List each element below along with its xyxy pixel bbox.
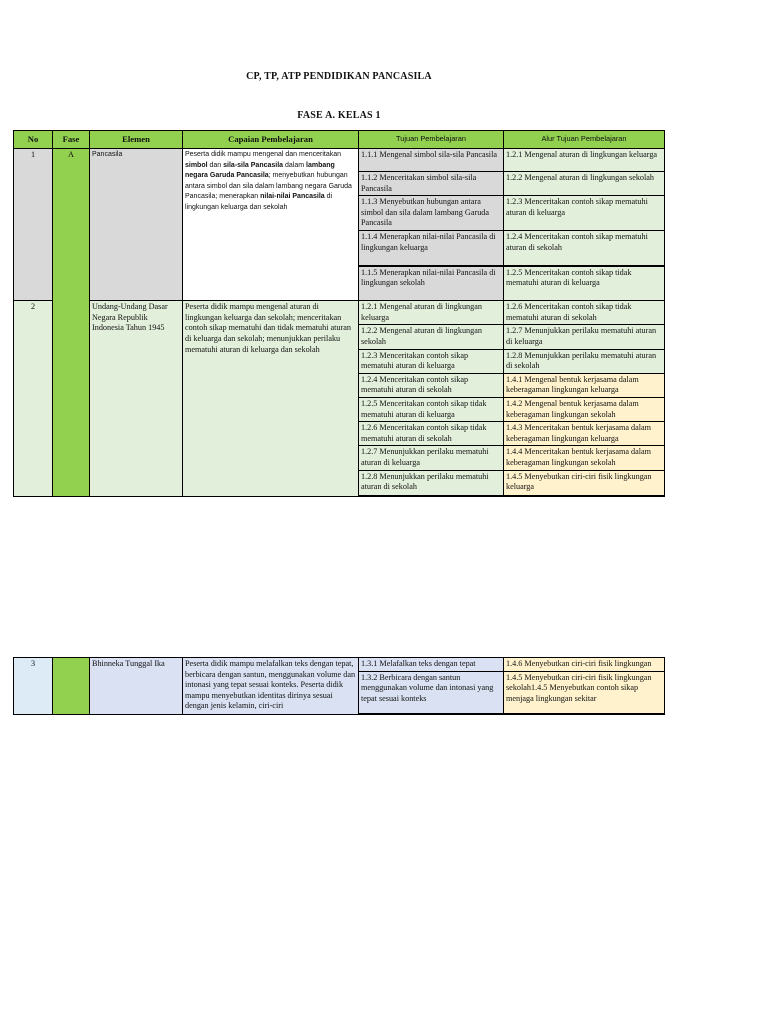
- atp-cell: 1.4.6 Menyebutkan ciri-ciri fisik lingkungan: [504, 658, 665, 672]
- row2-cp: Peserta didik mampu mengenal aturan di lingkungan keluarga dan sekolah; menceritakan contoh sikap mematuhi dan tidak mematuhi aturan di keluarga dan sekolah; menunjukkan perilaku mematuhi aturan di keluarga dan sekolah: [183, 301, 359, 496]
- row3-cp: Peserta didik mampu melafalkan teks dengan tepat, berbicara dengan santun, menggunakan volume dan intonasi yang tepat sesuai konteks. Peserta didik mampu menyebutkan identitas dirinya sesuai dengan jenis kelamin, ciri-ciri: [183, 658, 359, 715]
- atp-cell: 1.2.8 Menunjukkan perilaku mematuhi aturan di sekolah: [504, 349, 665, 373]
- tp-cell: 1.2.5 Menceritakan contoh sikap tidak mematuhi aturan di keluarga: [359, 397, 504, 421]
- atp-cell: 1.4.1 Mengenal bentuk kerjasama dalam keberagaman lingkungan keluarga: [504, 373, 665, 397]
- header-atp: Alur Tujuan Pembelajaran: [504, 131, 665, 149]
- table-row: [14, 149, 665, 172]
- row2-no: 2: [14, 301, 53, 496]
- tp-cell: 1.1.4 Menerapkan nilai-nilai Pancasila di lingkungan keluarga: [359, 231, 504, 266]
- atp-cell: 1.2.3 Menceritakan contoh sikap mematuhi aturan di keluarga: [504, 196, 665, 231]
- atp-cell: 1.2.6 Menceritakan contoh sikap tidak mematuhi aturan di sekolah: [504, 301, 665, 325]
- fase-cell: A: [53, 149, 90, 497]
- tp-cell: 1.1.1 Mengenal simbol sila-sila Pancasila: [359, 149, 504, 172]
- curriculum-table: [13, 130, 665, 497]
- atp-cell: 1.4.3 Menceritakan bentuk kerjasama dalam keberagaman lingkungan keluarga: [504, 422, 665, 446]
- row3-elemen: Bhinneka Tunggal Ika: [90, 658, 183, 715]
- header-fase: Fase: [53, 131, 90, 149]
- document-subtitle: FASE A. KELAS 1: [297, 110, 381, 121]
- curriculum-table-continued: [13, 657, 665, 715]
- header-no: No: [14, 131, 53, 149]
- row3-no: 3: [14, 658, 53, 715]
- fase-cell-continued: [53, 658, 90, 715]
- tp-cell: 1.2.3 Menceritakan contoh sikap mematuhi aturan di keluarga: [359, 349, 504, 373]
- table-row: [14, 301, 665, 325]
- tp-cell: 1.2.6 Menceritakan contoh sikap tidak mematuhi aturan di sekolah: [359, 422, 504, 446]
- tp-cell: 1.1.5 Menerapkan nilai-nilai Pancasila di lingkungan sekolah: [359, 266, 504, 301]
- row1-cp: Peserta didik mampu mengenal dan menceritakan simbol dan sila-sila Pancasila dalam lambang negara Garuda Pancasila; menyebutkan hubungan antara simbol dan sila dalam lambang negara Garuda Pancasila; menerapkan nilai-nilai Pancasila di lingkungan keluarga dan sekolah: [183, 149, 359, 301]
- tp-cell: 1.2.1 Mengenal aturan di lingkungan keluarga: [359, 301, 504, 325]
- header-row: [14, 131, 665, 149]
- atp-cell: 1.4.5 Menyebutkan ciri-ciri fisik lingkungan keluarga: [504, 470, 665, 496]
- atp-cell: 1.4.2 Mengenal bentuk kerjasama dalam keberagaman lingkungan sekolah: [504, 397, 665, 421]
- row1-elemen: Pancasila: [90, 149, 183, 301]
- atp-cell: 1.2.1 Mengenal aturan di lingkungan keluarga: [504, 149, 665, 172]
- document-title: CP, TP, ATP PENDIDIKAN PANCASILA: [246, 71, 432, 82]
- atp-cell: 1.4.4 Menceritakan bentuk kerjasama dalam keberagaman lingkungan sekolah: [504, 446, 665, 470]
- atp-cell: 1.2.7 Menunjukkan perilaku mematuhi aturan di keluarga: [504, 325, 665, 349]
- table-row: [14, 658, 665, 672]
- atp-cell: 1.2.2 Mengenal aturan di lingkungan sekolah: [504, 172, 665, 196]
- tp-cell: 1.3.1 Melafalkan teks dengan tepat: [359, 658, 504, 672]
- tp-cell: 1.2.4 Menceritakan contoh sikap mematuhi aturan di sekolah: [359, 373, 504, 397]
- tp-cell: 1.1.2 Menceritakan simbol sila-sila Pancasila: [359, 172, 504, 196]
- atp-cell: 1.2.4 Menceritakan contoh sikap mematuhi aturan di sekolah: [504, 231, 665, 266]
- atp-cell: 1.2.5 Menceritakan contoh sikap tidak mematuhi aturan di keluarga: [504, 266, 665, 301]
- atp-cell: 1.4.5 Menyebutkan ciri-ciri fisik lingkungan sekolah1.4.5 Menyebutkan contoh sikap menjaga lingkungan sekitar: [504, 671, 665, 714]
- tp-cell: 1.2.8 Menunjukkan perilaku mematuhi aturan di sekolah: [359, 470, 504, 496]
- row2-elemen: Undang-Undang Dasar Negara Republik Indonesia Tahun 1945: [90, 301, 183, 496]
- tp-cell: 1.2.2 Mengenal aturan di lingkungan sekolah: [359, 325, 504, 349]
- tp-cell: 1.1.3 Menyebutkan hubungan antara simbol dan sila dalam lambang Garuda Pancasila: [359, 196, 504, 231]
- header-elemen: Elemen: [90, 131, 183, 149]
- row1-no: 1: [14, 149, 53, 301]
- header-cp: Capaian Pembelajaran: [183, 131, 359, 149]
- header-tp: Tujuan Pembelajaran: [359, 131, 504, 149]
- tp-cell: 1.2.7 Menunjukkan perilaku mematuhi aturan di keluarga: [359, 446, 504, 470]
- tp-cell: 1.3.2 Berbicara dengan santun menggunakan volume dan intonasi yang tepat sesuai konteks: [359, 671, 504, 714]
